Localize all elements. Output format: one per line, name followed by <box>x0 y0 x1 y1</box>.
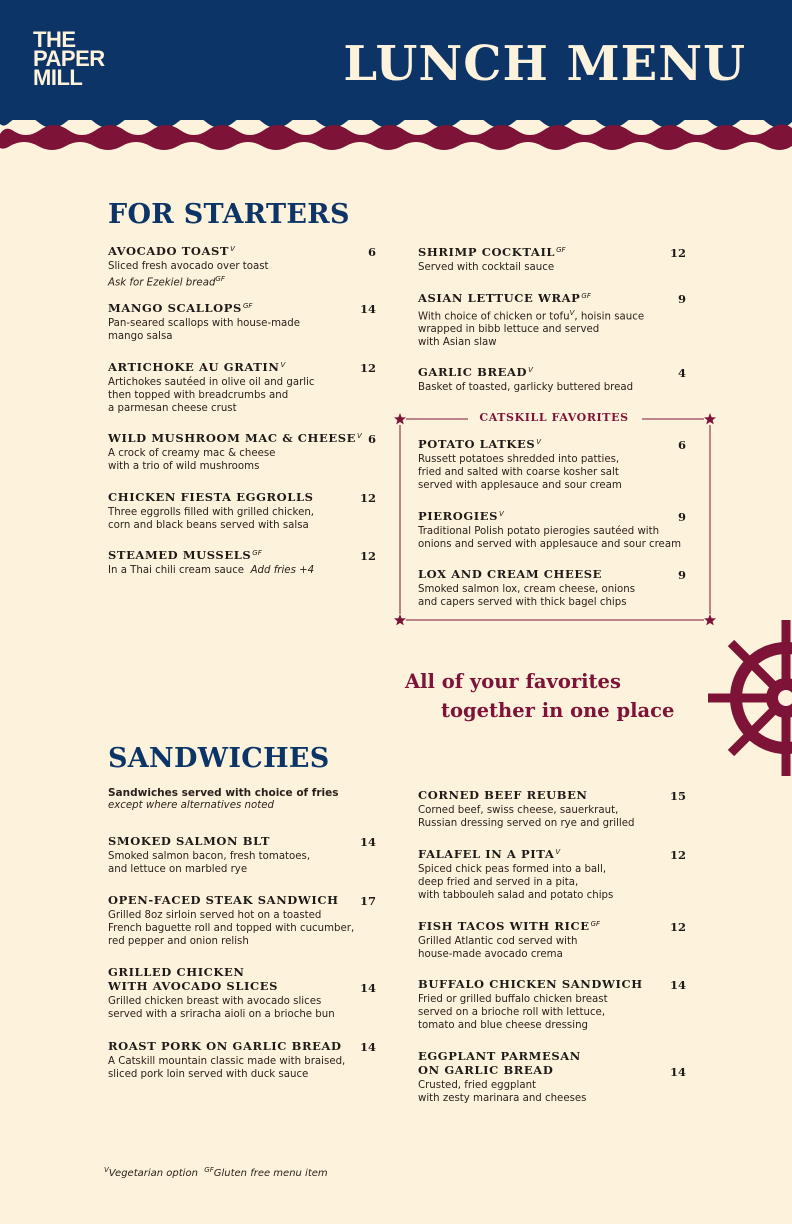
wave-border <box>0 112 792 158</box>
item-desc: Basket of toasted, garlicky buttered bread <box>418 382 634 393</box>
item-desc: Spiced chick peas formed into a ball, deep fried and served in a pita, with tabbouleh salad and potato chips <box>418 864 614 901</box>
dietary-tag: GF <box>556 246 566 254</box>
dietary-tag: GF <box>215 275 225 283</box>
item-desc: Grilled Atlantic cod served with house-made avocado crema <box>418 936 578 960</box>
item-name: SMOKED SALMON BLT <box>108 834 270 848</box>
item-price: 14 <box>359 1040 376 1054</box>
item-name-text: LOX AND CREAM CHEESE <box>418 567 602 581</box>
item-desc: Corned beef, swiss cheese, sauerkraut, Russian dressing served on rye and grilled <box>418 805 635 829</box>
item-desc: A Catskill mountain classic made with braised, sliced pork loin served with duck sauce <box>108 1056 346 1080</box>
item-desc <box>108 564 378 577</box>
item-name: CORNED BEEF REUBEN <box>418 788 588 802</box>
item-price: 9 <box>677 568 686 582</box>
legend-vegetarian: Vegetarian option <box>108 1168 198 1179</box>
ship-wheel-icon <box>706 616 792 786</box>
item-name: GRILLED CHICKEN <box>108 965 245 979</box>
logo-line: THE <box>33 27 76 52</box>
item-price: 12 <box>359 549 376 563</box>
dietary-tag: V <box>280 361 286 369</box>
item-price: 14 <box>359 835 376 849</box>
item-price: 4 <box>677 366 686 380</box>
item-name-text: CHICKEN FIESTA EGGROLLS <box>108 490 314 504</box>
item-desc-text: Sliced fresh avocado over toast <box>108 261 269 272</box>
item-price: 12 <box>669 848 686 862</box>
item-name-text: GARLIC BREAD <box>418 365 528 379</box>
item-desc <box>418 307 688 349</box>
logo-line: MILL <box>33 65 83 90</box>
item-desc: Fried or grilled buffalo chicken breast served on a brioche roll with lettuce, tomato and blue cheese dressing <box>418 994 608 1031</box>
dietary-tag: V <box>357 432 362 440</box>
item-name: ROAST PORK ON GARLIC BREAD <box>108 1039 342 1053</box>
logo-line: PAPER <box>33 46 105 71</box>
dietary-tag: V <box>528 366 533 374</box>
item-desc: Grilled 8oz sirloin served hot on a toasted French baguette roll and topped with cucumber, red pepper and onion relish <box>108 910 355 947</box>
item-price: 12 <box>359 361 376 375</box>
dietary-legend <box>104 1168 328 1179</box>
dietary-tag: GF <box>590 920 601 928</box>
dietary-tag: V <box>499 510 504 518</box>
intro-text: Sandwiches served with choice of fries <box>108 787 339 799</box>
item-desc <box>108 260 378 289</box>
tagline-line-2: together in one place <box>441 699 675 722</box>
dietary-tag: V <box>230 245 235 253</box>
intro-note: except where alternatives noted <box>108 800 274 811</box>
item-note: Add fries +4 <box>250 565 315 576</box>
item-desc: Artichokes sautéed in olive oil and garlic then topped with breadcrumbs and a parmesan cheese crust <box>108 377 315 414</box>
item-desc: Traditional Polish potato pierogies sautéed with onions and served with applesauce and sour cream <box>418 526 681 550</box>
item-price: 6 <box>367 245 376 259</box>
header-banner <box>0 0 792 120</box>
dietary-tag: V <box>104 1166 109 1174</box>
star-icon <box>394 413 406 424</box>
star-icon <box>394 614 406 625</box>
dietary-tag: V <box>555 848 561 856</box>
item-name-text: POTATO LATKES <box>418 437 536 451</box>
item-name-text: STEAMED MUSSELS <box>108 548 252 562</box>
dietary-tag: V <box>569 309 575 317</box>
item-desc: Smoked salmon bacon, fresh tomatoes, and lettuce on marbled rye <box>108 851 311 875</box>
item-name-text: AVOCADO TOAST <box>108 244 230 258</box>
item-name-text: MANGO SCALLOPS <box>108 301 242 315</box>
item-name-text: FALAFEL IN A PITA <box>418 847 555 861</box>
item-price: 12 <box>359 491 376 505</box>
item-price: 14 <box>669 978 686 992</box>
item-price: 9 <box>677 510 686 524</box>
item-note: Ask for Ezekiel bread <box>108 277 216 289</box>
item-price: 14 <box>359 302 376 316</box>
page-title: LUNCH MENU <box>343 36 746 92</box>
item-desc: Three eggrolls filled with grilled chicken, corn and black beans served with salsa <box>108 507 315 531</box>
item-desc: A crock of creamy mac & cheese with a trio of wild mushrooms <box>108 448 276 472</box>
item-desc-text: In a Thai chili cream sauce <box>108 565 245 576</box>
item-price: 6 <box>677 438 686 452</box>
item-name-text: SHRIMP COCKTAIL <box>418 245 556 259</box>
dietary-tag: GF <box>581 292 591 300</box>
item-name: EGGPLANT PARMESAN <box>418 1049 581 1063</box>
item-price: 14 <box>359 981 376 995</box>
item-desc: Crusted, fried eggplant with zesty marinara and cheeses <box>418 1080 587 1104</box>
item-desc-text: , hoisin sauce wrapped in bibb lettuce and served with Asian slaw <box>418 311 645 349</box>
item-name-text: ASIAN LETTUCE WRAP <box>418 291 581 305</box>
item-name: OPEN-FACED STEAK SANDWICH <box>108 893 339 907</box>
item-name-text: FISH TACOS WITH RICE <box>418 919 590 933</box>
item-desc: Smoked salmon lox, cream cheese, onions and capers served with thick bagel chips <box>418 584 636 608</box>
star-icon <box>704 413 716 424</box>
dietary-tag: GF <box>242 302 253 310</box>
item-name-text: WILD MUSHROOM MAC & CHEESE <box>108 431 357 445</box>
legend-gluten-free: Gluten free menu item <box>213 1168 328 1179</box>
item-name-text: ARTICHOKE AU GRATIN <box>108 360 280 374</box>
item-name: ON GARLIC BREAD <box>418 1063 554 1077</box>
item-price: 12 <box>669 920 686 934</box>
sandwiches-intro <box>108 787 378 811</box>
dietary-tag: GF <box>204 1166 214 1174</box>
tagline-line-1: All of your favorites <box>405 670 621 693</box>
dietary-tag: V <box>536 438 542 446</box>
catskill-favorites-title: CATSKILL FAVORITES <box>479 411 629 424</box>
item-price: 12 <box>669 246 686 260</box>
item-name: BUFFALO CHICKEN SANDWICH <box>418 977 643 991</box>
item-price: 15 <box>669 789 686 803</box>
item-name: WITH AVOCADO SLICES <box>108 979 279 993</box>
item-desc: Russett potatoes shredded into patties, fried and salted with coarse kosher salt served with applesauce and sour cream <box>418 454 622 491</box>
item-price: 6 <box>367 432 376 446</box>
item-price: 14 <box>669 1065 686 1079</box>
item-desc: Served with cocktail sauce <box>418 262 555 273</box>
item-name-text: PIEROGIES <box>418 509 499 523</box>
item-price: 17 <box>359 894 376 908</box>
paper-mill-logo <box>33 27 105 90</box>
item-desc: Pan-seared scallops with house-made mango salsa <box>108 318 301 342</box>
dietary-tag: GF <box>252 549 262 557</box>
sandwiches-title: SANDWICHES <box>108 743 330 774</box>
item-desc: Grilled chicken breast with avocado slices served with a sriracha aioli on a brioche bun <box>108 996 335 1020</box>
item-desc-text: With choice of chicken or tofu <box>418 311 570 323</box>
item-price: 9 <box>677 292 686 306</box>
starters-title: FOR STARTERS <box>108 199 350 230</box>
